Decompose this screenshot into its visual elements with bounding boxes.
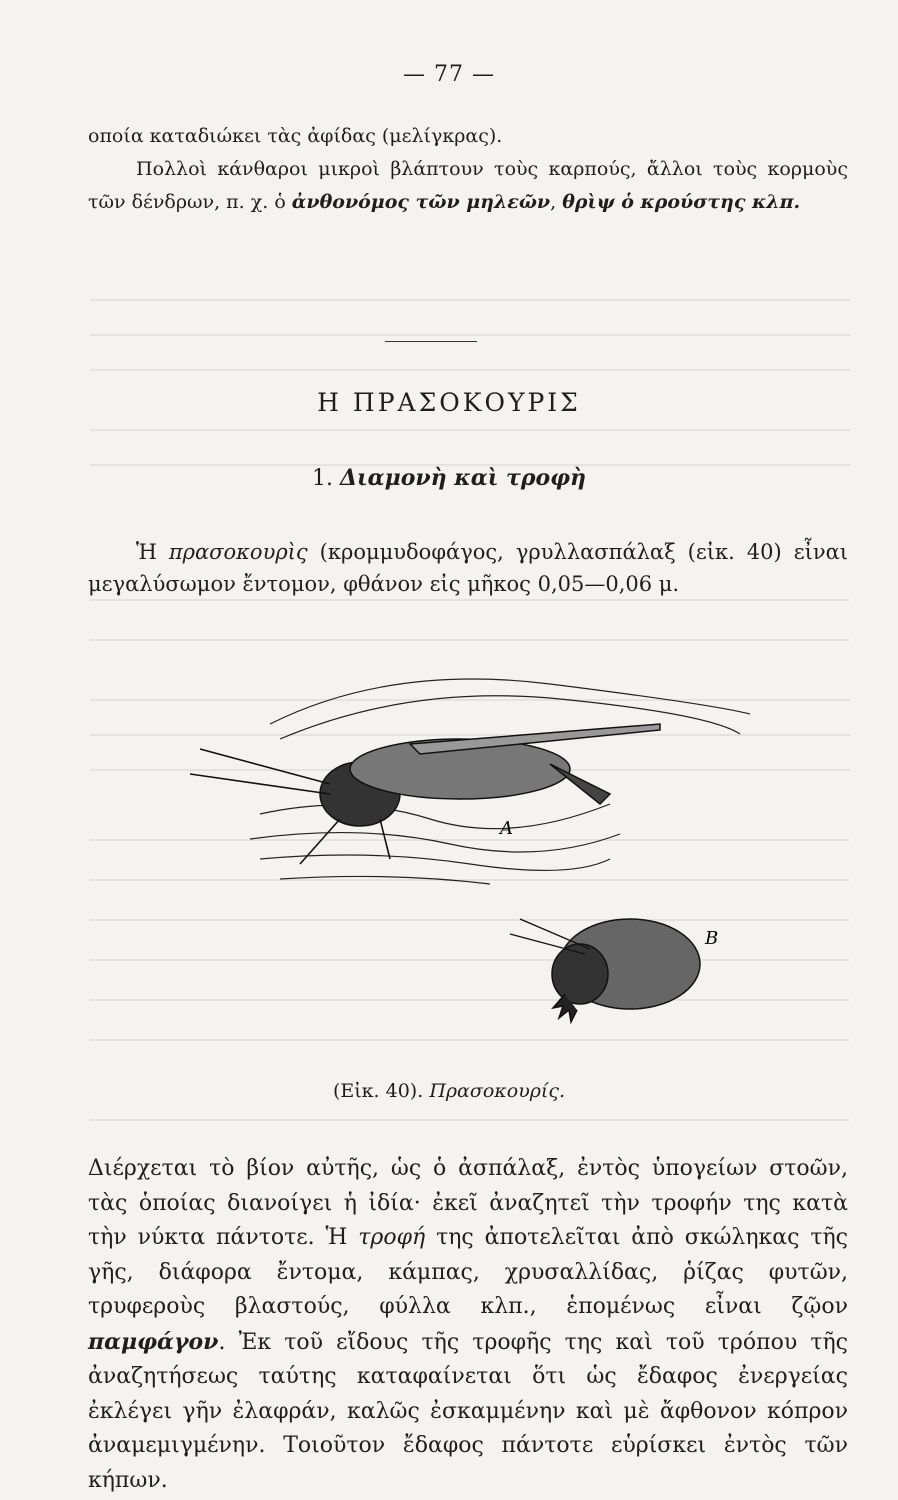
species-name: πρασοκουρὶς bbox=[168, 540, 308, 564]
paragraph-text: . Ἐκ τοῦ εἴδους τῆς τροφῆς της καὶ τοῦ τρόπου τῆς ἀναζητήσεως ταύτης καταφαίνεται ὅτι ὡς ἔδαφος ἐνεργείας ἐκλέγει γῆν ἐλαφράν, καλῶς ἐσκαμμένην καὶ μὲ ἄφθονον κόπρον ἀναμεμιγμένην. Τοιοῦτον ἔδαφος πάντοτε εὑρίσκει ἐντὸς τῶν κήπων. bbox=[88, 1329, 848, 1493]
paragraph-text: Ἡ bbox=[136, 540, 169, 564]
mole-cricket-a bbox=[320, 724, 660, 826]
paragraph-text: Πολλοὶ κάνθαροι μικροὶ βλάπτουν τοὺς καρπούς, ἄλλοι τοὺς κορμοὺς τῶν δένδρων, π. χ. ὁ bbox=[88, 158, 848, 213]
paragraph-text: , bbox=[550, 191, 563, 213]
paragraph-habits bbox=[88, 1152, 848, 1498]
emphasis-term: τροφή bbox=[358, 1225, 426, 1250]
page-number: — 77 — bbox=[403, 62, 495, 87]
species-name: θρὶψ ὁ κρούστης κλπ. bbox=[562, 191, 801, 213]
section-divider bbox=[385, 341, 477, 342]
species-name: ἀνθονόμος τῶν μηλεῶν bbox=[291, 191, 551, 213]
paragraph-text: (κρομμυδοφάγος, γρυλλασπάλαξ (εἰκ. 40) εἶναι μεγαλύσωμον ἔντομον, φθάνον εἰς μῆκος 0,05—0,06 μ. bbox=[88, 540, 848, 596]
subsection-number: 1. bbox=[311, 466, 333, 491]
paragraph-description bbox=[88, 536, 848, 600]
caption-name: Πρασοκουρίς. bbox=[429, 1080, 566, 1102]
paragraph-beetles bbox=[88, 153, 848, 219]
paragraph-text: της ἀποτελεῖται ἀπὸ σκώληκας τῆς γῆς, διάφορα ἔντομα, κάμπας, χρυσαλλίδας, ῥίζας φυτῶν, τρυφεροὺς βλαστούς, φύλλα κλπ., ἑπομένως εἶναι ζῷον bbox=[88, 1225, 849, 1319]
mole-cricket-b bbox=[552, 919, 700, 1022]
figure-caption bbox=[0, 1080, 898, 1102]
paragraph-text: Διέρχεται τὸ βίον αὐτῆς, ὡς ὁ ἀσπάλαξ, ἐντὸς ὑπογείων στοῶν, τὰς ὁποίας διανοίγει ἡ ἰδία· ἐκεῖ ἀναζητεῖ τὴν τροφήν της κατὰ τὴν νύκτα πάντοτε. Ἡ bbox=[88, 1156, 848, 1250]
subsection-heading bbox=[0, 465, 898, 491]
mole-cricket-illustration bbox=[190, 644, 750, 1034]
figure-label-b: B bbox=[705, 928, 719, 949]
emphasis-term: παμφάγον bbox=[88, 1328, 219, 1355]
subsection-title: Διαμονὴ καὶ τροφὴ bbox=[339, 465, 587, 491]
figure-label-a: A bbox=[500, 818, 513, 839]
caption-prefix: (Εἰκ. 40). bbox=[332, 1080, 424, 1102]
paragraph-continuation: οποία καταδιώκει τὰς ἀφίδας (μελίγκρας). bbox=[88, 125, 503, 147]
section-title: Η ΠΡΑΣΟΚΟΥΡΙΣ bbox=[317, 388, 581, 417]
